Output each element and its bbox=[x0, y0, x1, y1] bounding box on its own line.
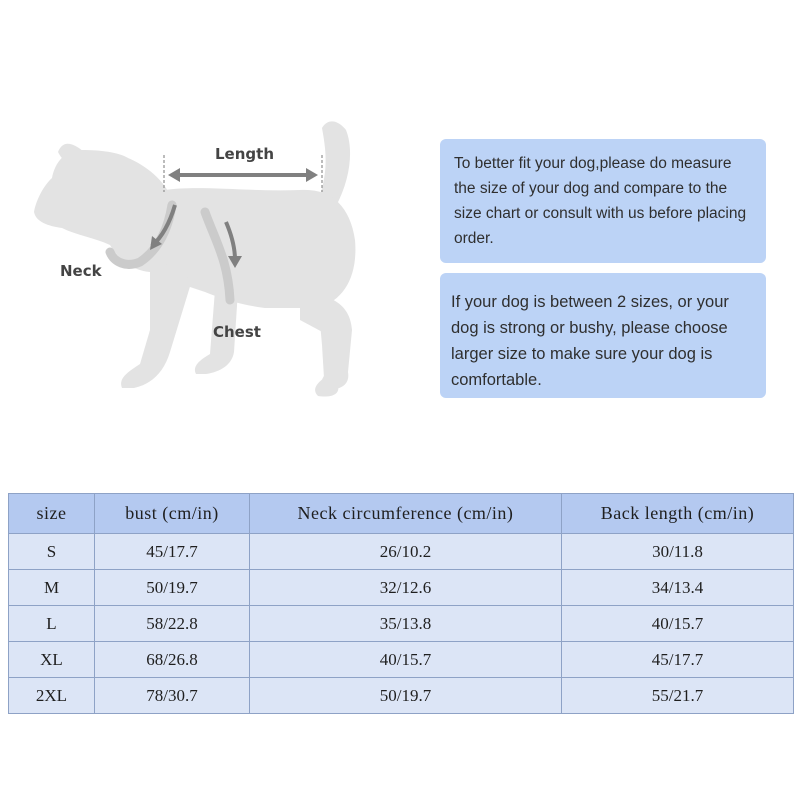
fit-advice-note: To better fit your dog,please do measure the size of your dog and compare to the size chart or consult with us before placing order. bbox=[440, 139, 766, 263]
table-row bbox=[9, 534, 794, 570]
length-label: Length bbox=[215, 145, 274, 163]
table-row bbox=[9, 642, 794, 678]
table-row bbox=[9, 570, 794, 606]
length-arrow-right-head bbox=[306, 168, 318, 182]
cell-back-length: 45/17.7 bbox=[562, 642, 794, 678]
table-header-row bbox=[9, 494, 794, 534]
cell-neck: 50/19.7 bbox=[250, 678, 562, 714]
header-back-length: Back length (cm/in) bbox=[562, 494, 794, 534]
cell-neck: 32/12.6 bbox=[250, 570, 562, 606]
cell-back-length: 30/11.8 bbox=[562, 534, 794, 570]
cell-neck: 35/13.8 bbox=[250, 606, 562, 642]
cell-size: S bbox=[9, 534, 95, 570]
header-bust: bust (cm/in) bbox=[95, 494, 250, 534]
cell-back-length: 34/13.4 bbox=[562, 570, 794, 606]
size-chart-table bbox=[8, 493, 794, 714]
dog-silhouette bbox=[34, 121, 355, 396]
cell-size: XL bbox=[9, 642, 95, 678]
header-size: size bbox=[9, 494, 95, 534]
cell-back-length: 40/15.7 bbox=[562, 606, 794, 642]
cell-size: M bbox=[9, 570, 95, 606]
cell-back-length: 55/21.7 bbox=[562, 678, 794, 714]
cell-bust: 78/30.7 bbox=[95, 678, 250, 714]
cell-bust: 45/17.7 bbox=[95, 534, 250, 570]
chest-label: Chest bbox=[213, 323, 261, 341]
cell-bust: 50/19.7 bbox=[95, 570, 250, 606]
table-row bbox=[9, 678, 794, 714]
cell-bust: 68/26.8 bbox=[95, 642, 250, 678]
header-neck-circumference: Neck circumference (cm/in) bbox=[250, 494, 562, 534]
cell-bust: 58/22.8 bbox=[95, 606, 250, 642]
length-arrow-left-head bbox=[168, 168, 180, 182]
cell-neck: 26/10.2 bbox=[250, 534, 562, 570]
cell-size: L bbox=[9, 606, 95, 642]
sizing-tip-note: If your dog is between 2 sizes, or your dog is strong or bushy, please choose larger size to make sure your dog is comfortable. bbox=[440, 273, 766, 398]
neck-label: Neck bbox=[60, 262, 102, 280]
table-row bbox=[9, 606, 794, 642]
cell-size: 2XL bbox=[9, 678, 95, 714]
cell-neck: 40/15.7 bbox=[250, 642, 562, 678]
